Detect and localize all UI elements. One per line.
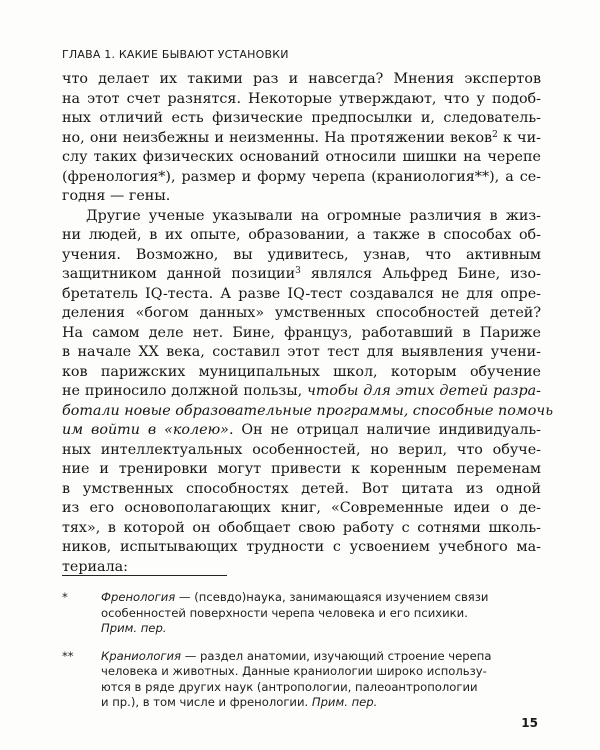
footnote-divider xyxy=(62,575,227,576)
text-line: что делает их такими раз и навсегда? Мнения экспертов xyxy=(62,71,541,87)
text-line: (френология*), размер и форму черепа (краниология**), а се- xyxy=(62,168,541,185)
footnotes xyxy=(62,590,542,711)
text-line: слу таких физических оснований относили шишки на черепе xyxy=(62,149,541,165)
text-line: на этот счет разнятся. Некоторые утверждают, что у подоб- xyxy=(62,90,541,107)
translator-note: Прим. пер. xyxy=(101,621,167,635)
text-line: ников, испытывающих трудности с усвоением учебного ма- xyxy=(62,539,541,555)
translator-note: Прим. пер. xyxy=(311,695,378,709)
footnote-term: Френология xyxy=(101,590,176,604)
text-fragment: защитником данной позиции xyxy=(62,266,296,282)
text-line: На самом деле нет. Бине, француз, работавший в Париже xyxy=(62,324,541,341)
footnote xyxy=(62,590,542,637)
text-line: годня — гены. xyxy=(62,188,171,204)
text-line: ков парижских муниципальных школ, которым обучение xyxy=(62,363,541,380)
footnote-line: особенностей поверхности черепа человека и его психики. xyxy=(101,605,468,620)
footnote-line xyxy=(101,649,542,665)
italic-fragment: чтобы для этих детей разра- xyxy=(306,383,541,399)
main-text xyxy=(62,70,553,577)
text-line: в начале XX века, составил этот тест для выявления учени- xyxy=(62,344,541,360)
footnote-line xyxy=(101,590,542,606)
footnote-mark: * xyxy=(62,590,68,604)
footnote-text: и пр.), в том числе и френологии. xyxy=(101,695,312,709)
text-fragment: являлся Альфред Бине, изо- xyxy=(300,266,541,282)
endnote-ref: 2 xyxy=(492,129,498,140)
text-line: Другие ученые указывали на огромные различия в жиз- xyxy=(86,207,541,224)
italic-fragment: ботали новые образовательные программы, способные помочь xyxy=(62,402,553,419)
page-number: 15 xyxy=(521,716,538,730)
endnote-ref: 3 xyxy=(295,266,301,276)
text-line: учения. Возможно, вы удивитесь, узнав, что активным xyxy=(62,246,541,263)
text-line: ных отличий есть физические предпосылки и, следователь- xyxy=(62,110,541,126)
footnote-line: человека и животных. Данные краниологии широко использу- xyxy=(101,664,487,678)
text-line: териала: xyxy=(62,558,128,575)
text-line xyxy=(62,129,541,149)
text-fragment: . Он не отрицал наличие индивидуаль- xyxy=(228,422,541,438)
text-line: бретатель IQ-теста. А разве IQ-тест создавался не для опре- xyxy=(62,285,541,302)
text-fragment: но, они неизбежны и неизменны. На протяжении веков xyxy=(62,129,493,146)
text-line: ных интеллектуальных особенностей, но верил, что обуче- xyxy=(62,441,541,458)
text-line xyxy=(62,421,541,441)
footnote-text: — раздел анатомии, изучающий строение черепа xyxy=(181,648,492,663)
footnote-mark: ** xyxy=(62,648,74,663)
footnote xyxy=(62,649,542,711)
text-line xyxy=(62,382,541,402)
text-line: ни людей, в их опыте, образовании, а также в способах об- xyxy=(62,227,541,243)
text-line: ние и тренировки могут привести к коренным переменам xyxy=(62,461,541,477)
text-line: из его основополагающих книг, «Современные идеи о де- xyxy=(62,500,541,516)
footnote-line xyxy=(101,621,542,637)
text-line: в умственных способностях детей. Вот цитата из одной xyxy=(62,480,541,497)
footnote-line xyxy=(101,695,542,711)
text-line xyxy=(62,265,541,285)
text-fragment: к чи- xyxy=(497,129,541,146)
text-line: деления «богом данных» умственных способностей детей? xyxy=(62,305,541,321)
footnote-line: ются в ряде других наук (антропологии, палеоантропологии xyxy=(101,679,478,694)
footnote-text: — (псевдо)наука, занимающаяся изучением связи xyxy=(175,590,489,604)
italic-fragment: им войти в «колею» xyxy=(62,422,229,438)
text-fragment: не приносило должной пользы, xyxy=(62,383,307,399)
text-line xyxy=(62,402,553,422)
footnote-term: Краниология xyxy=(101,648,182,663)
running-header: ГЛАВА 1. КАКИЕ БЫВАЮТ УСТАНОВКИ xyxy=(62,48,289,61)
text-line: тях», в которой он обобщает свою работу с сотнями школь- xyxy=(62,519,541,536)
